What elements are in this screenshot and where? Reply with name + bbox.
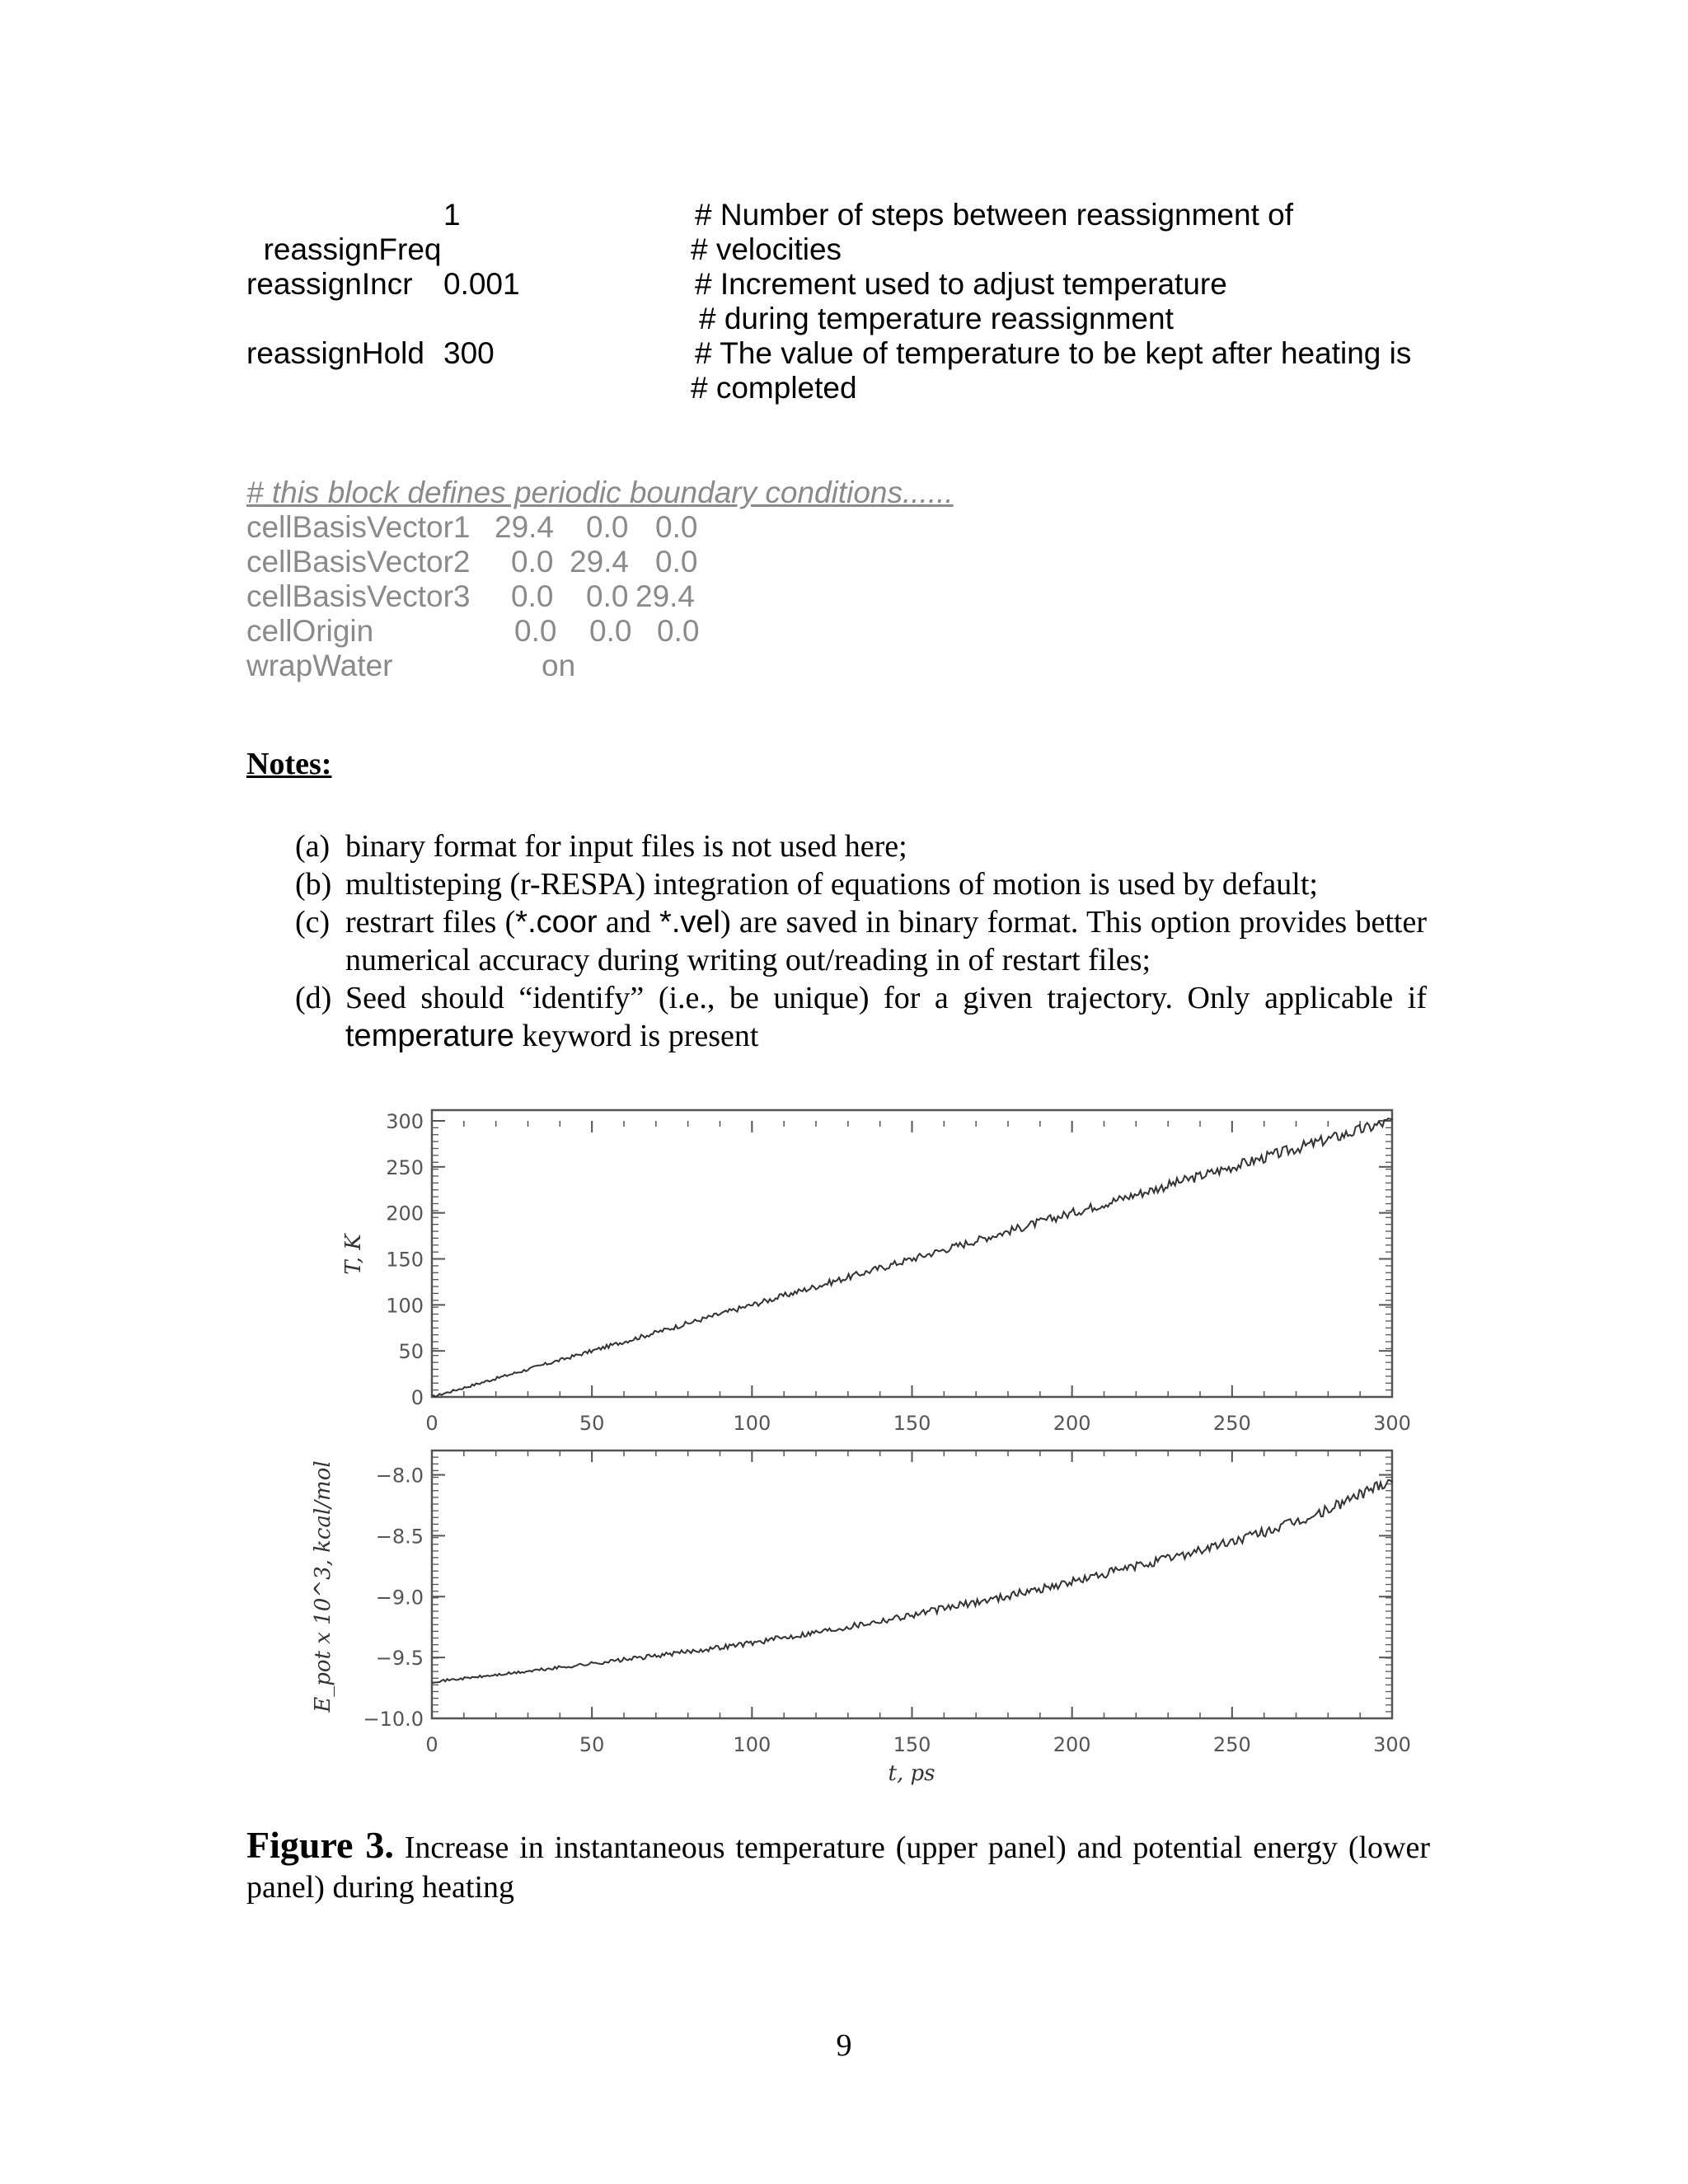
config-value: 1 [443, 198, 461, 232]
note-label: (c) [295, 905, 331, 940]
y-tick-label: −8.0 [375, 1464, 424, 1488]
pbc-value: 0.0 [586, 579, 629, 613]
y-tick-label: −10.0 [363, 1708, 424, 1731]
pbc-value: 0.0 [514, 614, 557, 648]
x-tick-label: 0 [425, 1733, 438, 1756]
note-text: Seed should “identify” (i.e., be unique) for a given trajectory. Only applicable if temperature keyword is present [345, 981, 1427, 1053]
config-value: 0.001 [443, 267, 520, 301]
config-key: reassignFreq [263, 232, 442, 266]
pbc-key: cellBasisVector2 [246, 545, 471, 579]
pbc-comment: # this block defines periodic boundary conditions...... [246, 476, 954, 509]
temperature-series-line [432, 1118, 1392, 1397]
x-tick-label: 0 [425, 1412, 438, 1435]
x-tick-label: 100 [733, 1412, 771, 1435]
pbc-value: 0.0 [657, 614, 700, 648]
x-tick-label: 50 [579, 1733, 605, 1756]
config-key: reassignHold [246, 336, 424, 370]
y-tick-label: 150 [386, 1248, 424, 1272]
y-tick-label: 200 [386, 1202, 424, 1226]
note-label: (b) [295, 867, 332, 902]
y-tick-label: 0 [410, 1386, 424, 1409]
note-label: (a) [295, 829, 331, 864]
note-text: binary format for input files is not used here; [345, 829, 907, 864]
y-tick-label: 250 [386, 1155, 424, 1179]
x-tick-label: 300 [1373, 1733, 1411, 1756]
config-comment: # Number of steps between reassignment of [695, 198, 1293, 232]
code-text: temperature [345, 1019, 514, 1053]
pbc-key: cellOrigin [246, 614, 374, 648]
x-tick-label: 50 [579, 1412, 605, 1435]
x-tick-label: 100 [733, 1733, 771, 1756]
lower-plot-frame [432, 1451, 1392, 1718]
upper-ylabel: T, K [341, 1234, 366, 1275]
config-comment: # The value of temperature to be kept after heating is [695, 336, 1412, 370]
pbc-key: wrapWater [246, 649, 393, 682]
config-value: 300 [443, 336, 495, 370]
y-tick-label: −9.0 [375, 1586, 424, 1610]
x-tick-label: 150 [893, 1733, 931, 1756]
config-key: reassignIncr [246, 267, 413, 301]
note-label: (d) [295, 981, 332, 1015]
pbc-value: 29.4 [635, 579, 696, 613]
code-text: *.coor [515, 905, 598, 940]
figure-label: Figure 3. [246, 1824, 394, 1866]
pbc-key: cellBasisVector1 [246, 510, 471, 544]
y-tick-label: 50 [398, 1340, 424, 1364]
pbc-value: 0.0 [655, 510, 698, 544]
lower-xlabel: t, ps [888, 1761, 935, 1786]
pbc-value: 29.4 [495, 510, 555, 544]
pbc-value: 0.0 [511, 579, 554, 613]
pbc-value: 0.0 [586, 510, 629, 544]
config-comment: # velocities [691, 232, 842, 266]
pbc-value: 0.0 [511, 545, 554, 579]
energy-series-line [432, 1480, 1392, 1683]
pbc-key: cellBasisVector3 [246, 579, 471, 613]
lower-ylabel: E_pot x 10^3, kcal/mol [311, 1460, 335, 1713]
pbc-value: 29.4 [570, 545, 630, 579]
x-tick-label: 250 [1212, 1412, 1251, 1435]
pbc-value: on [542, 649, 576, 682]
y-tick-label: −9.5 [375, 1647, 424, 1671]
pbc-value: 0.0 [655, 545, 698, 579]
x-tick-label: 300 [1373, 1412, 1411, 1435]
code-text: *.vel [659, 905, 720, 940]
config-comment: # completed [691, 371, 857, 405]
y-tick-label: −8.5 [375, 1525, 424, 1549]
x-tick-label: 200 [1053, 1733, 1091, 1756]
note-text: multisteping (r-RESPA) integration of equations of motion is used by default; [345, 867, 1318, 902]
x-tick-label: 150 [893, 1412, 931, 1435]
x-tick-label: 200 [1053, 1412, 1091, 1435]
pbc-value: 0.0 [589, 614, 632, 648]
config-comment: # during temperature reassignment [699, 302, 1174, 335]
y-tick-label: 100 [386, 1294, 424, 1318]
x-tick-label: 250 [1212, 1733, 1251, 1756]
config-comment: # Increment used to adjust temperature [695, 267, 1227, 301]
page-number: 9 [836, 2028, 852, 2063]
y-tick-label: 300 [386, 1110, 424, 1133]
figure-caption: Figure 3. Increase in instantaneous temperature (upper panel) and potential energy (lower panel) during heating [246, 1824, 1430, 1905]
note-text: restrart files (*.coor and *.vel) are saved in binary format. This option provides better numerical accuracy during writing out/reading in of restart files; [345, 905, 1427, 977]
notes-heading: Notes: [246, 747, 332, 781]
